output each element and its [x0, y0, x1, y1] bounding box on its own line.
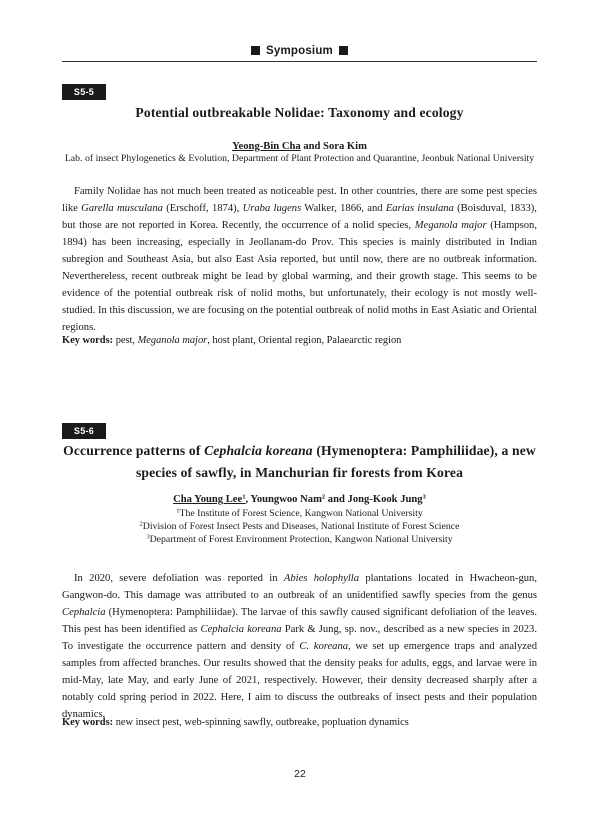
author-2: , Youngwoo Nam$^2$: [245, 493, 326, 505]
text-run: Walker, 1866, and: [301, 203, 386, 214]
species-name: Uraba lugens: [242, 203, 302, 214]
session-code-badge: S5-6: [62, 423, 106, 439]
title-species: Cephalcia koreana: [204, 443, 313, 458]
species-name: Cephalcia koreana: [200, 624, 282, 635]
species-name: Garella musculana: [81, 203, 163, 214]
abstract-paragraph: [62, 570, 537, 723]
header-label: Symposium: [266, 45, 333, 57]
text-run: (Hampson, 1894) has been increasing, especially in Jeollanam-do Prov. This species is mainly distributed in Indian subregion and Southeast Asia, but also East Asia reported, but until now, there are no outbreak information. Neverthereless, recent outbreak might be lead by global warming, and their growth stage. This seems to be evidence of the potential outbreak risk of nolid moths, but unfortunately, their ecology is not mostly well-studied. In this discussion, we are focusing on the potential outbreak of nolid moths in East Asiatic and Oriental regions.: [62, 220, 537, 333]
text-run: , host plant, Oriental region, Palaearctic region: [207, 335, 402, 346]
abstract-title: [62, 440, 537, 484]
running-header: [62, 41, 537, 59]
author-line: [62, 493, 537, 506]
title-part: Occurrence patterns of: [63, 443, 205, 458]
text-run: (Boisduval, 1833), but those are not reported in Korea. Recently, the occurrence of a nolid species,: [62, 203, 537, 231]
species-name: C. koreana: [299, 641, 349, 652]
keywords-line: [62, 716, 537, 730]
square-bullet-icon: [339, 46, 348, 55]
affiliation: $^1$The Institute of Forest Science, Kangwon National University: [176, 507, 423, 519]
presenting-author: Cha Young Lee$^1$: [173, 493, 246, 505]
author-3: and Jong-Kook Jung$^3$: [325, 493, 426, 505]
species-name: Meganola major: [137, 335, 208, 346]
keywords-label: Key words:: [62, 335, 114, 346]
text-run: In 2020, severe defoliation was reported in: [74, 573, 284, 584]
affiliation: $^3$Department of Forest Environment Protection, Kangwon National University: [146, 533, 453, 545]
species-name: Meganola major: [414, 220, 487, 231]
abstract-body: [62, 570, 537, 723]
abstract-title: Potential outbreakable Nolidae: Taxonomy and ecology: [135, 105, 464, 120]
abstract-paragraph: [62, 183, 537, 336]
text-run: , we set up emergence traps and analyzed samples from affected branches. Our results showed that the density peaks for adults, eggs, and larvae were in mid-May, late May, and early June of 2021, respectively. However, their density decreased sharply after a notably cold spring period in 2022. Here, I aim to discuss the outbreaks of insect pests and their population dynamics.: [62, 641, 537, 720]
text-run: pest,: [113, 335, 138, 346]
page-number: 22: [294, 768, 306, 780]
session-code-badge: S5-5: [62, 84, 106, 100]
header-divider: [62, 61, 537, 62]
keywords-line: [62, 334, 537, 348]
species-name: Earias insulana: [385, 203, 454, 214]
affiliation: $^2$Division of Forest Insect Pests and Diseases, National Institute of Forest Science: [139, 520, 460, 532]
square-bullet-icon: [251, 46, 260, 55]
text-run: (Erschoff, 1874),: [162, 203, 243, 214]
keywords-text: [113, 717, 409, 728]
species-name: Cephalcia: [62, 607, 106, 618]
text-run: plantations located in Hwacheon-gun, Gangwon-do. This damage was attributed to an outbreak of an unidentified sawfly species from the genus: [62, 573, 537, 601]
text-run: Family Nolidae has not much been treated as noticeable pest. In other countries, there are some pest species like: [62, 186, 537, 214]
abstract-body: [62, 183, 537, 336]
keywords-text: [113, 335, 401, 346]
co-authors: and Sora Kim: [300, 141, 367, 152]
title-line-2: species of sawfly, in Manchurian fir forests from Korea: [135, 465, 464, 480]
species-name: Abies holophylla: [283, 573, 360, 584]
affiliation: Lab. of insect Phylogenetics & Evolution, Department of Plant Protection and Quarantine, Jeonbuk National University: [64, 153, 535, 164]
text-run: Park & Jung, sp. nov., described as a new species in 2023. To investigate the occurrence pattern and density of: [62, 624, 537, 652]
keywords-label: Key words:: [62, 717, 114, 728]
text-run: (Hymenoptera: Pamphiliidae). The larvae of this sawfly caused significant defoliation of the leaves. This pest has been identified as: [62, 607, 537, 635]
presenting-author: Yeong-Bin Cha: [232, 141, 301, 152]
title-part: (Hymenoptera: Pamphiliidae), a new: [312, 443, 536, 458]
text-run: new insect pest, web-spinning sawfly, outbreake, popluation dynamics: [113, 717, 409, 728]
